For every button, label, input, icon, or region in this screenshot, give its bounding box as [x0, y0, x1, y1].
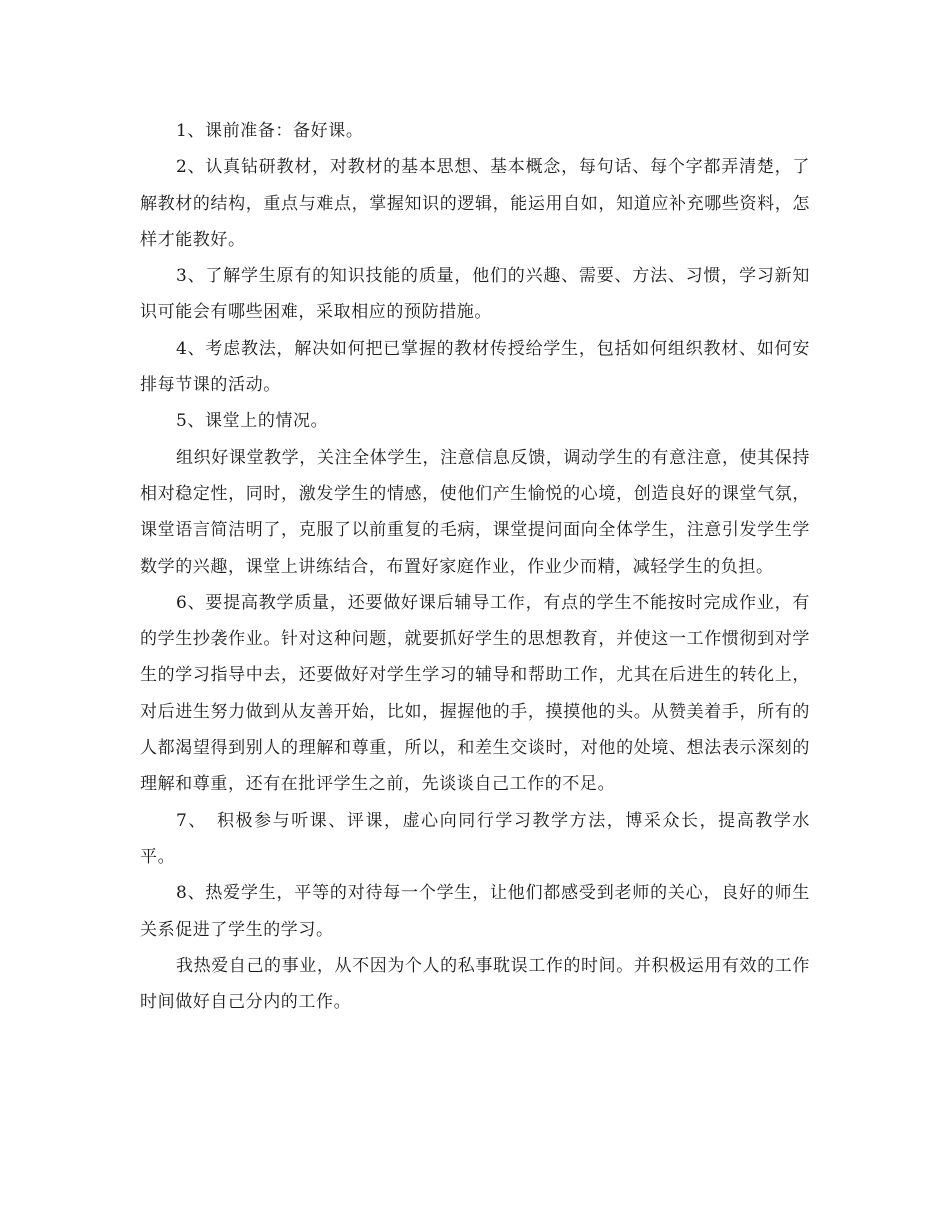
paragraph-8: 7、 积极参与听课、评课，虚心向同行学习教学方法，博采众长，提高教学水平。	[140, 810, 810, 867]
paragraph-10: 我热爱自己的事业，从不因为个人的私事耽误工作的时间。并积极运用有效的工作时间做好自己分内的工作。	[140, 955, 810, 1013]
paragraph-2: 2、认真钻研教材，对教材的基本思想、基本概念，每句话、每个字都弄清楚，了解教材的结构，重点与难点，掌握知识的逻辑，能运用自如，知道应补充哪些资料，怎样才能教好。	[140, 157, 810, 250]
paragraph-3: 3、了解学生原有的知识技能的质量，他们的兴趣、需要、方法、习惯，学习新知识可能会有哪些困难，采取相应的预防措施。	[140, 266, 810, 323]
paragraph-9: 8、热爱学生，平等的对待每一个学生，让他们都感受到老师的关心，良好的师生关系促进了学生的学习。	[140, 883, 810, 940]
paragraph-4: 4、考虑教法，解决如何把已掌握的教材传授给学生，包括如何组织教材、如何安排每节课的活动。	[140, 338, 810, 396]
document-body	[140, 113, 810, 1020]
paragraph-6: 组织好课堂教学，关注全体学生，注意信息反馈，调动学生的有意注意，使其保持相对稳定性，同时，激发学生的情感，使他们产生愉悦的心境，创造良好的课堂气氛，课堂语言简洁明了，克服了以前重复的毛病，课堂提问面向全体学生，注意引发学生学数学的兴趣，课堂上讲练结合，布置好家庭作业，作业少而精，减轻学生的负担。	[140, 447, 810, 577]
paragraph-7: 6、要提高教学质量，还要做好课后辅导工作，有点的学生不能按时完成作业，有的学生抄袭作业。针对这种问题，就要抓好学生的思想教育，并使这一工作惯彻到对学生的学习指导中去，还要做好对学生学习的辅导和帮助工作，尤其在后进生的转化上，对后进生努力做到从友善开始，比如，握握他的手，摸摸他的头。从赞美着手，所有的人都渴望得到别人的理解和尊重，所以，和差生交谈时，对他的处境、想法表示深刻的理解和尊重，还有在批评学生之前，先谈谈自己工作的不足。	[140, 592, 810, 795]
paragraph-1: 1、课前准备：备好课。	[176, 121, 364, 141]
paragraph-5: 5、课堂上的情况。	[176, 411, 329, 432]
